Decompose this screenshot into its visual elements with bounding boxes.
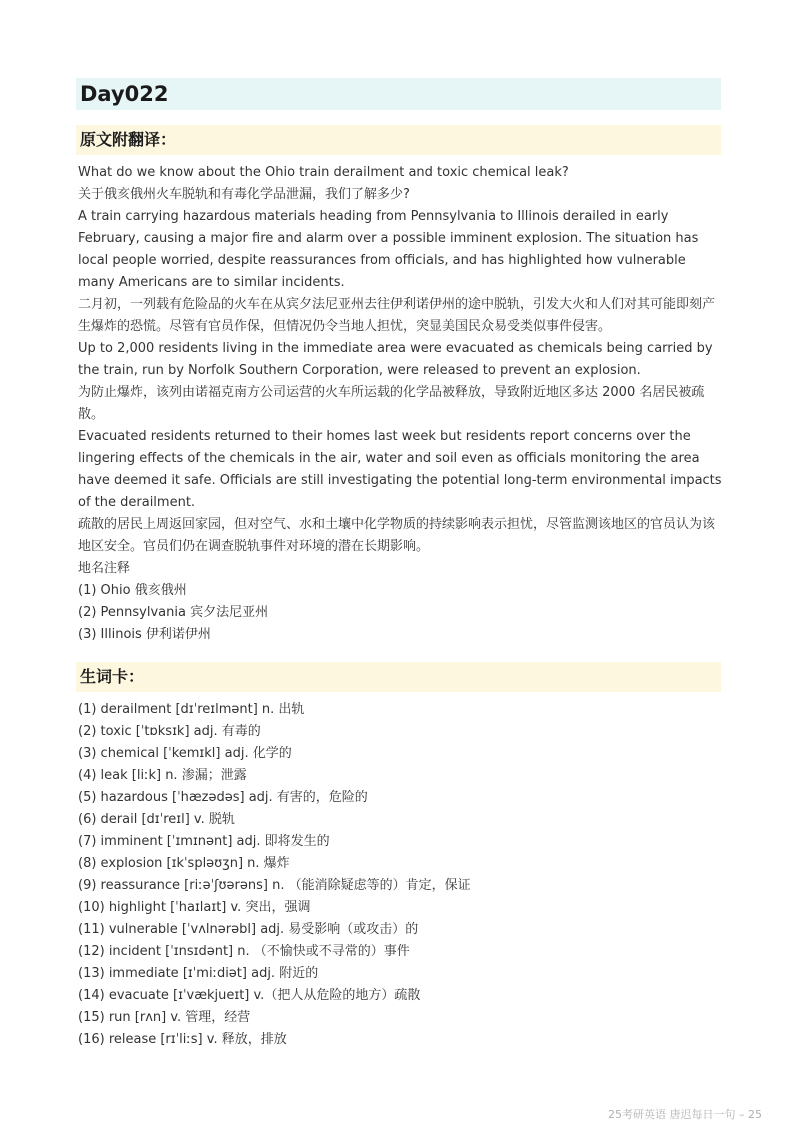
paragraph-zh-1: 二月初，一列载有危险品的火车在从宾夕法尼亚州去往伊利诺伊州的途中脱轨，引发大火和人们对其可能即刻产生爆炸的恐慌。尽管有官员作保，但情况仍令当地人担忧，突显美国民众易受类似事件侵害。 xyxy=(78,297,716,334)
headline-zh: 关于俄亥俄州火车脱轨和有毒化学品泄漏，我们了解多少? xyxy=(78,187,410,202)
paragraph-zh-3: 疏散的居民上周返回家园，但对空气、水和土壤中化学物质的持续影响表示担忧，尽管监测该地区的官员认为该地区安全。官员们仍在调查脱轨事件对环境的潜在长期影响。 xyxy=(78,517,716,554)
vocab-item: (1) derailment [dɪˈreɪlmənt] n. 出轨 xyxy=(78,702,305,717)
paragraph-en-2: Up to 2,000 residents living in the immediate area were evacuated as chemicals being carried by the train, run by Norfolk Southern Corporation, were released to prevent an explosion. xyxy=(78,341,713,378)
paragraph-zh-2: 为防止爆炸，该列由诺福克南方公司运营的火车所运载的化学品被释放，导致附近地区多达 2000 名居民被疏散。 xyxy=(78,385,705,422)
vocab-item: (14) evacuate [ɪˈvækjueɪt] v.（把人从危险的地方）疏散 xyxy=(78,988,421,1003)
section-title-original: 原文附翻译： xyxy=(80,130,177,149)
vocab-item: (8) explosion [ɪkˈspləʊʒn] n. 爆炸 xyxy=(78,856,290,871)
place-note: (1) Ohio 俄亥俄州 xyxy=(78,583,187,598)
section-banner-vocab xyxy=(76,662,721,692)
day-banner xyxy=(76,78,721,110)
vocab-item: (12) incident [ˈɪnsɪdənt] n. （不愉快或不寻常的）事件 xyxy=(78,944,410,959)
page-footer: 25考研英语 唐迟每日一句 – 25 xyxy=(608,1108,762,1121)
vocab-item: (15) run [rʌn] v. 管理，经营 xyxy=(78,1010,251,1025)
place-note: (3) Illinois 伊利诺伊州 xyxy=(78,627,211,642)
paragraph-en-1: A train carrying hazardous materials heading from Pennsylvania to Illinois derailed in early February, causing a major fire and alarm over a possible imminent explosion. The situation has local people worried, despite reassurances from officials, and has highlighted how vulnerable many Americans are to similar incidents. xyxy=(78,209,699,290)
vocab-item: (6) derail [dɪˈreɪl] v. 脱轨 xyxy=(78,812,235,827)
place-note: (2) Pennsylvania 宾夕法尼亚州 xyxy=(78,605,269,620)
vocab-item: (16) release [rɪˈliːs] v. 释放，排放 xyxy=(78,1032,287,1047)
vocab-item: (9) reassurance [riːəˈʃʊərəns] n. （能消除疑虑等的）肯定，保证 xyxy=(78,878,471,893)
vocab-list xyxy=(78,699,723,1051)
vocab-item: (11) vulnerable [ˈvʌlnərəbl] adj. 易受影响（或攻击）的 xyxy=(78,922,419,937)
place-notes-heading: 地名注释 xyxy=(78,561,131,576)
headline-en: What do we know about the Ohio train derailment and toxic chemical leak? xyxy=(78,165,569,180)
vocab-item: (5) hazardous [ˈhæzədəs] adj. 有害的，危险的 xyxy=(78,790,368,805)
vocab-item: (7) imminent [ˈɪmɪnənt] adj. 即将发生的 xyxy=(78,834,330,849)
paragraph-en-3: Evacuated residents returned to their homes last week but residents report concerns over the lingering effects of the chemicals in the air, water and soil even as officials monitoring the area have deemed it safe. Officials are still investigating the potential long-term environmental impacts of the derailment. xyxy=(78,429,722,510)
vocab-item: (4) leak [liːk] n. 渗漏；泄露 xyxy=(78,768,247,783)
section-title-vocab: 生词卡： xyxy=(80,667,145,686)
vocab-item: (13) immediate [ɪˈmiːdiət] adj. 附近的 xyxy=(78,966,319,981)
article-body xyxy=(78,162,723,646)
vocab-item: (2) toxic [ˈtɒksɪk] adj. 有毒的 xyxy=(78,724,261,739)
vocab-item: (3) chemical [ˈkemɪkl] adj. 化学的 xyxy=(78,746,292,761)
page-title: Day022 xyxy=(80,82,169,106)
vocab-item: (10) highlight [ˈhaɪlaɪt] v. 突出，强调 xyxy=(78,900,311,915)
